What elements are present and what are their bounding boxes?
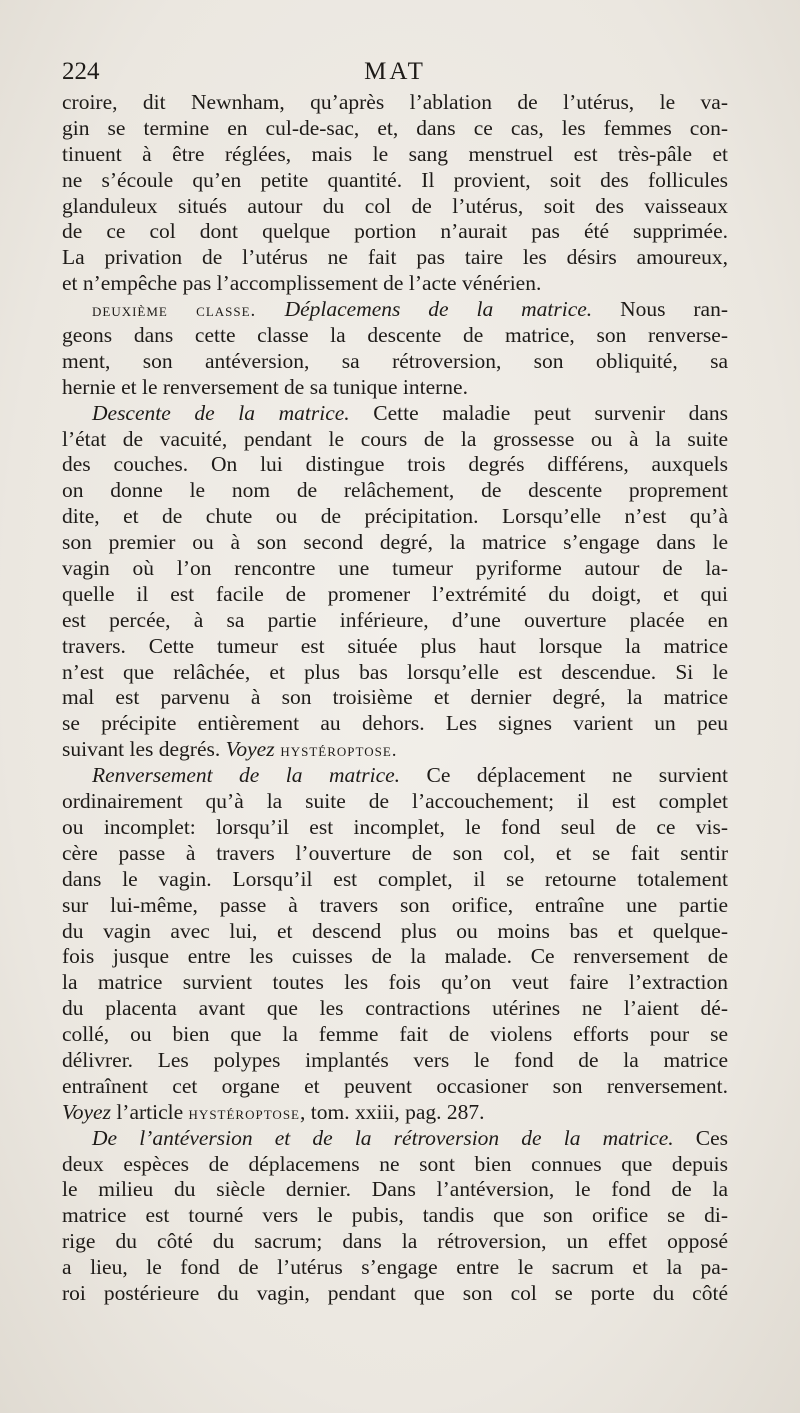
line-text: travers. Cette tumeur est située plus haut lorsque la matrice [62,633,728,658]
italic-reference: Voyez [225,737,275,762]
text-line [62,401,728,427]
text-line [62,1022,728,1048]
text-line [62,944,728,970]
text-line [62,608,728,634]
text-line [62,841,728,867]
line-text: Nous ran- [592,297,728,322]
line-text: deux espèces de déplacemens ne sont bien connues que depuis [62,1151,728,1176]
text-line [62,815,728,841]
line-text: Ces [673,1125,729,1150]
text-line [62,116,728,142]
text-line [62,478,728,504]
text-line [62,634,728,660]
text-line [62,323,728,349]
text-line [62,789,728,815]
line-text: gin se termine en cul-de-sac, et, dans ce cas, les femmes con- [62,115,728,140]
text-line [62,297,728,323]
italic-heading: Descente de la matrice. [92,400,350,425]
cross-reference: hystéroptose [188,1102,300,1124]
line-text: ordinairement qu’à la suite de l’accouchement; il est complet [62,789,728,814]
line-text: et n’empêche pas l’accomplissement de l’acte vénérien. [62,271,542,296]
text-line [62,427,728,453]
line-text: sur lui-même, passe à travers son orifice, entraîne une partie [62,892,728,917]
line-text: le milieu du siècle dernier. Dans l’antéversion, le fond de la [62,1177,728,1202]
text-line [62,1048,728,1074]
text-line [62,867,728,893]
running-head: MAT [364,58,426,85]
text-line [62,1281,728,1307]
line-text: ou incomplet: lorsqu’il est incomplet, le fond seul de ce vis- [62,814,728,839]
line-text: du vagin avec lui, et descend plus ou moins bas et quelque- [62,918,728,943]
italic-heading: De l’antéversion et de la rétroversion de la matrice. [92,1125,674,1150]
text-line [62,763,728,789]
line-text: quelle il est facile de promener l’extrémité du doigt, et qui [62,581,728,606]
text-line [62,142,728,168]
text-line [62,685,728,711]
italic-heading: Renversement de la matrice. [92,763,401,788]
line-text: croire, dit Newnham, qu’après l’ablation de l’utérus, le va- [62,90,728,114]
page-header [62,58,728,88]
line-text: dans le vagin. Lorsqu’il est complet, il se retourne totalement [62,866,728,891]
text-line [62,245,728,271]
line-text: est percée, à sa partie inférieure, d’une ouverture placée en [62,607,728,632]
text-line [62,1152,728,1178]
page-number: 224 [62,58,100,85]
text-line [62,375,728,401]
section-label: deuxième classe. [92,300,285,322]
line-text: on donne le nom de relâchement, de descente proprement [62,478,728,503]
line-text: La privation de l’utérus ne fait pas taire les désirs amoureux, [62,245,728,270]
line-text: dite, et de chute ou de précipitation. Lorsqu’elle n’est qu’à [62,504,728,529]
line-text: ne s’écoule qu’en petite quantité. Il provient, soit des follicules [62,167,728,192]
text-line [62,711,728,737]
text-line [62,1255,728,1281]
line-text: matrice est tourné vers le pubis, tandis que son orifice se di- [62,1203,728,1228]
text-line [62,1177,728,1203]
line-text: cère passe à travers l’ouverture de son col, et se fait sentir [62,840,728,865]
line-text: a lieu, le fond de l’utérus s’engage entre le sacrum et la pa- [62,1255,728,1280]
line-text: délivrer. Les polypes implantés vers le fond de la matrice [62,1047,728,1072]
text-line [62,919,728,945]
line-text: geons dans cette classe la descente de matrice, son renverse- [62,323,728,348]
line-text: entraînent cet organe et peuvent occasioner son renversement. [62,1073,728,1098]
line-text: n’est que relâchée, et plus bas lorsqu’elle est descendue. Si le [62,659,728,684]
line-text: l’article [110,1099,189,1124]
text-line [62,660,728,686]
line-text: glanduleux situés autour du col de l’utérus, soit des vaisseaux [62,193,728,218]
text-line [62,893,728,919]
text-line [62,349,728,375]
italic-heading: Déplacemens de la matrice. [284,297,593,322]
text-line [62,996,728,1022]
text-line [62,530,728,556]
text-line [62,1074,728,1100]
line-text: du placenta avant que les contractions utérines ne l’aient dé- [62,996,728,1021]
italic-heading: Voyez [62,1099,111,1124]
text-line [62,168,728,194]
cross-reference: hystéroptose. [274,740,398,762]
text-line [62,737,728,763]
line-text: rige du côté du sacrum; dans la rétroversion, un effet opposé [62,1229,728,1254]
line-text: de ce col dont quelque portion n’aurait pas été supprimée. [62,219,728,244]
line-text: des couches. On lui distingue trois degrés différens, auxquels [62,452,728,477]
body-text [62,90,728,1307]
text-line [62,452,728,478]
line-text: tinuent à être réglées, mais le sang menstruel est très-pâle et [62,141,728,166]
line-text: fois jusque entre les cuisses de la malade. Ce renversement de [62,944,728,969]
line-text: se précipite entièrement au dehors. Les signes varient un peu [62,711,728,736]
line-text: ment, son antéversion, sa rétroversion, son obliquité, sa [62,348,728,373]
line-text: Cette maladie peut survenir dans [349,400,728,425]
line-text: Ce déplacement ne survient [400,763,729,788]
text-line [62,219,728,245]
line-text: la matrice survient toutes les fois qu’on veut faire l’extraction [62,970,728,995]
text-line [62,1126,728,1152]
line-text: l’état de vacuité, pendant le cours de la grossesse ou à la suite [62,426,728,451]
line-text: collé, ou bien que la femme fait de violens efforts pour se [62,1022,728,1047]
line-text: , tom. xxiii, pag. 287. [300,1099,485,1124]
text-line [62,582,728,608]
line-text: hernie et le renversement de sa tunique interne. [62,374,468,399]
text-line [62,90,728,116]
text-line [62,271,728,297]
line-text: son premier ou à son second degré, la matrice s’engage dans le [62,530,728,555]
line-text: vagin où l’on rencontre une tumeur pyriforme autour de la- [62,556,728,581]
text-line [62,556,728,582]
text-line [62,970,728,996]
text-line [62,504,728,530]
text-line [62,1229,728,1255]
line-text: roi postérieure du vagin, pendant que son col se porte du côté [62,1280,728,1305]
text-line [62,194,728,220]
line-text: suivant les degrés. [62,737,226,762]
text-line [62,1100,728,1126]
text-line [62,1203,728,1229]
line-text: mal est parvenu à son troisième et dernier degré, la matrice [62,685,728,710]
